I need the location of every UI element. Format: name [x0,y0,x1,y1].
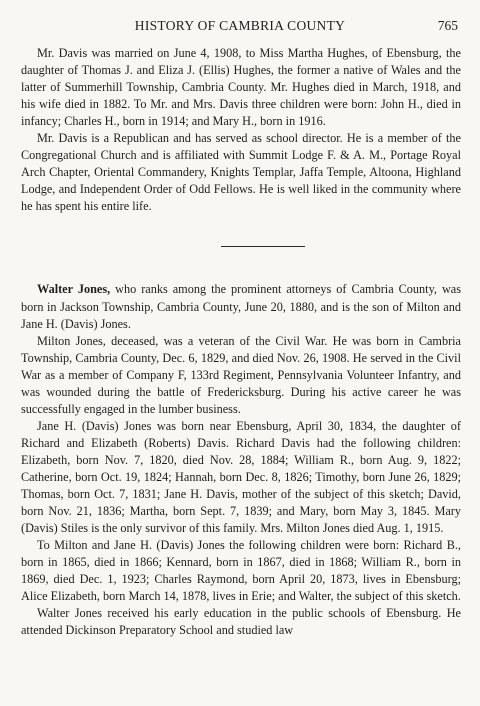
page-header [0,18,480,34]
page-number: 765 [437,18,458,33]
horizontal-rule [221,246,305,247]
running-title: HISTORY OF CAMBRIA COUNTY [134,18,346,33]
paragraph: Mr. Davis was married on June 4, 1908, to Miss Martha Hughes, of Ebensburg, the daughter of Thomas J. and Eliza J. (Ellis) Hughes, the former a native of Wales and the latter of Summerhill Township, Cambria County. Mr. Hughes died in March, 1918, and his wife died in 1882. To Mr. and Mrs. Davis three children were born: John H., died in infancy; Charles H., born in 1914; and Mary H., born in 1916. [21,46,461,129]
paragraph: To Milton and Jane H. (Davis) Jones the following children were born: Richard B., born in 1865, died in 1866; Kennard, born in 1867, died in 1868; William R., born in 1869, died Dec. 1, 1923; Charles Raymond, born April 20, 1873, lives in Ebensburg; Alice Elizabeth, born March 14, 1878, lives in Erie; and Walter, the subject of this sketch. [21,538,461,604]
lead-text: who ranks among the prominent attorneys of Cambria County, was born in Jackson Township, Cambria County, June 20, 1880, and is the son of Milton and Jane H. (Davis) Jones. [21,282,461,331]
biography-lead-paragraph [21,281,461,332]
section-divider [21,215,461,281]
paragraph: Milton Jones, deceased, was a veteran of the Civil War. He was born in Cambria Township, Cambria County, Dec. 6, 1829, and died Nov. 26, 1908. He served in the Civil War as a member of Company F, 133rd Regiment, Pennsylvania Volunteer Infantry, and was wounded during the battle of Fredericksburg. During his active career he was successfully engaged in the lumber business. [21,333,461,416]
subject-name: Walter Jones, [37,282,111,297]
body-text [21,45,461,639]
paragraph: Walter Jones received his early education in the public schools of Ebensburg. He attended Dickinson Preparatory School and studied law [21,606,461,638]
paragraph: Mr. Davis is a Republican and has served as school director. He is a member of the Congregational Church and is affiliated with Summit Lodge F. & A. M., Portage Royal Arch Chapter, Oriental Commandery, Knights Templar, Jaffa Temple, Altoona, Highland Lodge, and Independent Order of Odd Fellows. He is well liked in the community where he has spent his entire life. [21,131,461,214]
paragraph: Jane H. (Davis) Jones was born near Ebensburg, April 30, 1834, the daughter of Richard and Elizabeth (Roberts) Davis. Richard Davis had the following children: Elizabeth, born Nov. 7, 1820, died Nov. 28, 1884; William R., born Aug. 9, 1822; Catherine, born Oct. 19, 1824; Hannah, born Dec. 8, 1826; Timothy, born June 26, 1829; Thomas, born Oct. 7, 1831; Jane H. Davis, mother of the subject of this sketch; David, born Nov. 21, 1836; Martha, born Sept. 7, 1839; and Mary, born May 3, 1845. Mary (Davis) Stiles is the only survivor of this family. Mrs. Milton Jones died Aug. 1, 1915. [21,418,461,536]
